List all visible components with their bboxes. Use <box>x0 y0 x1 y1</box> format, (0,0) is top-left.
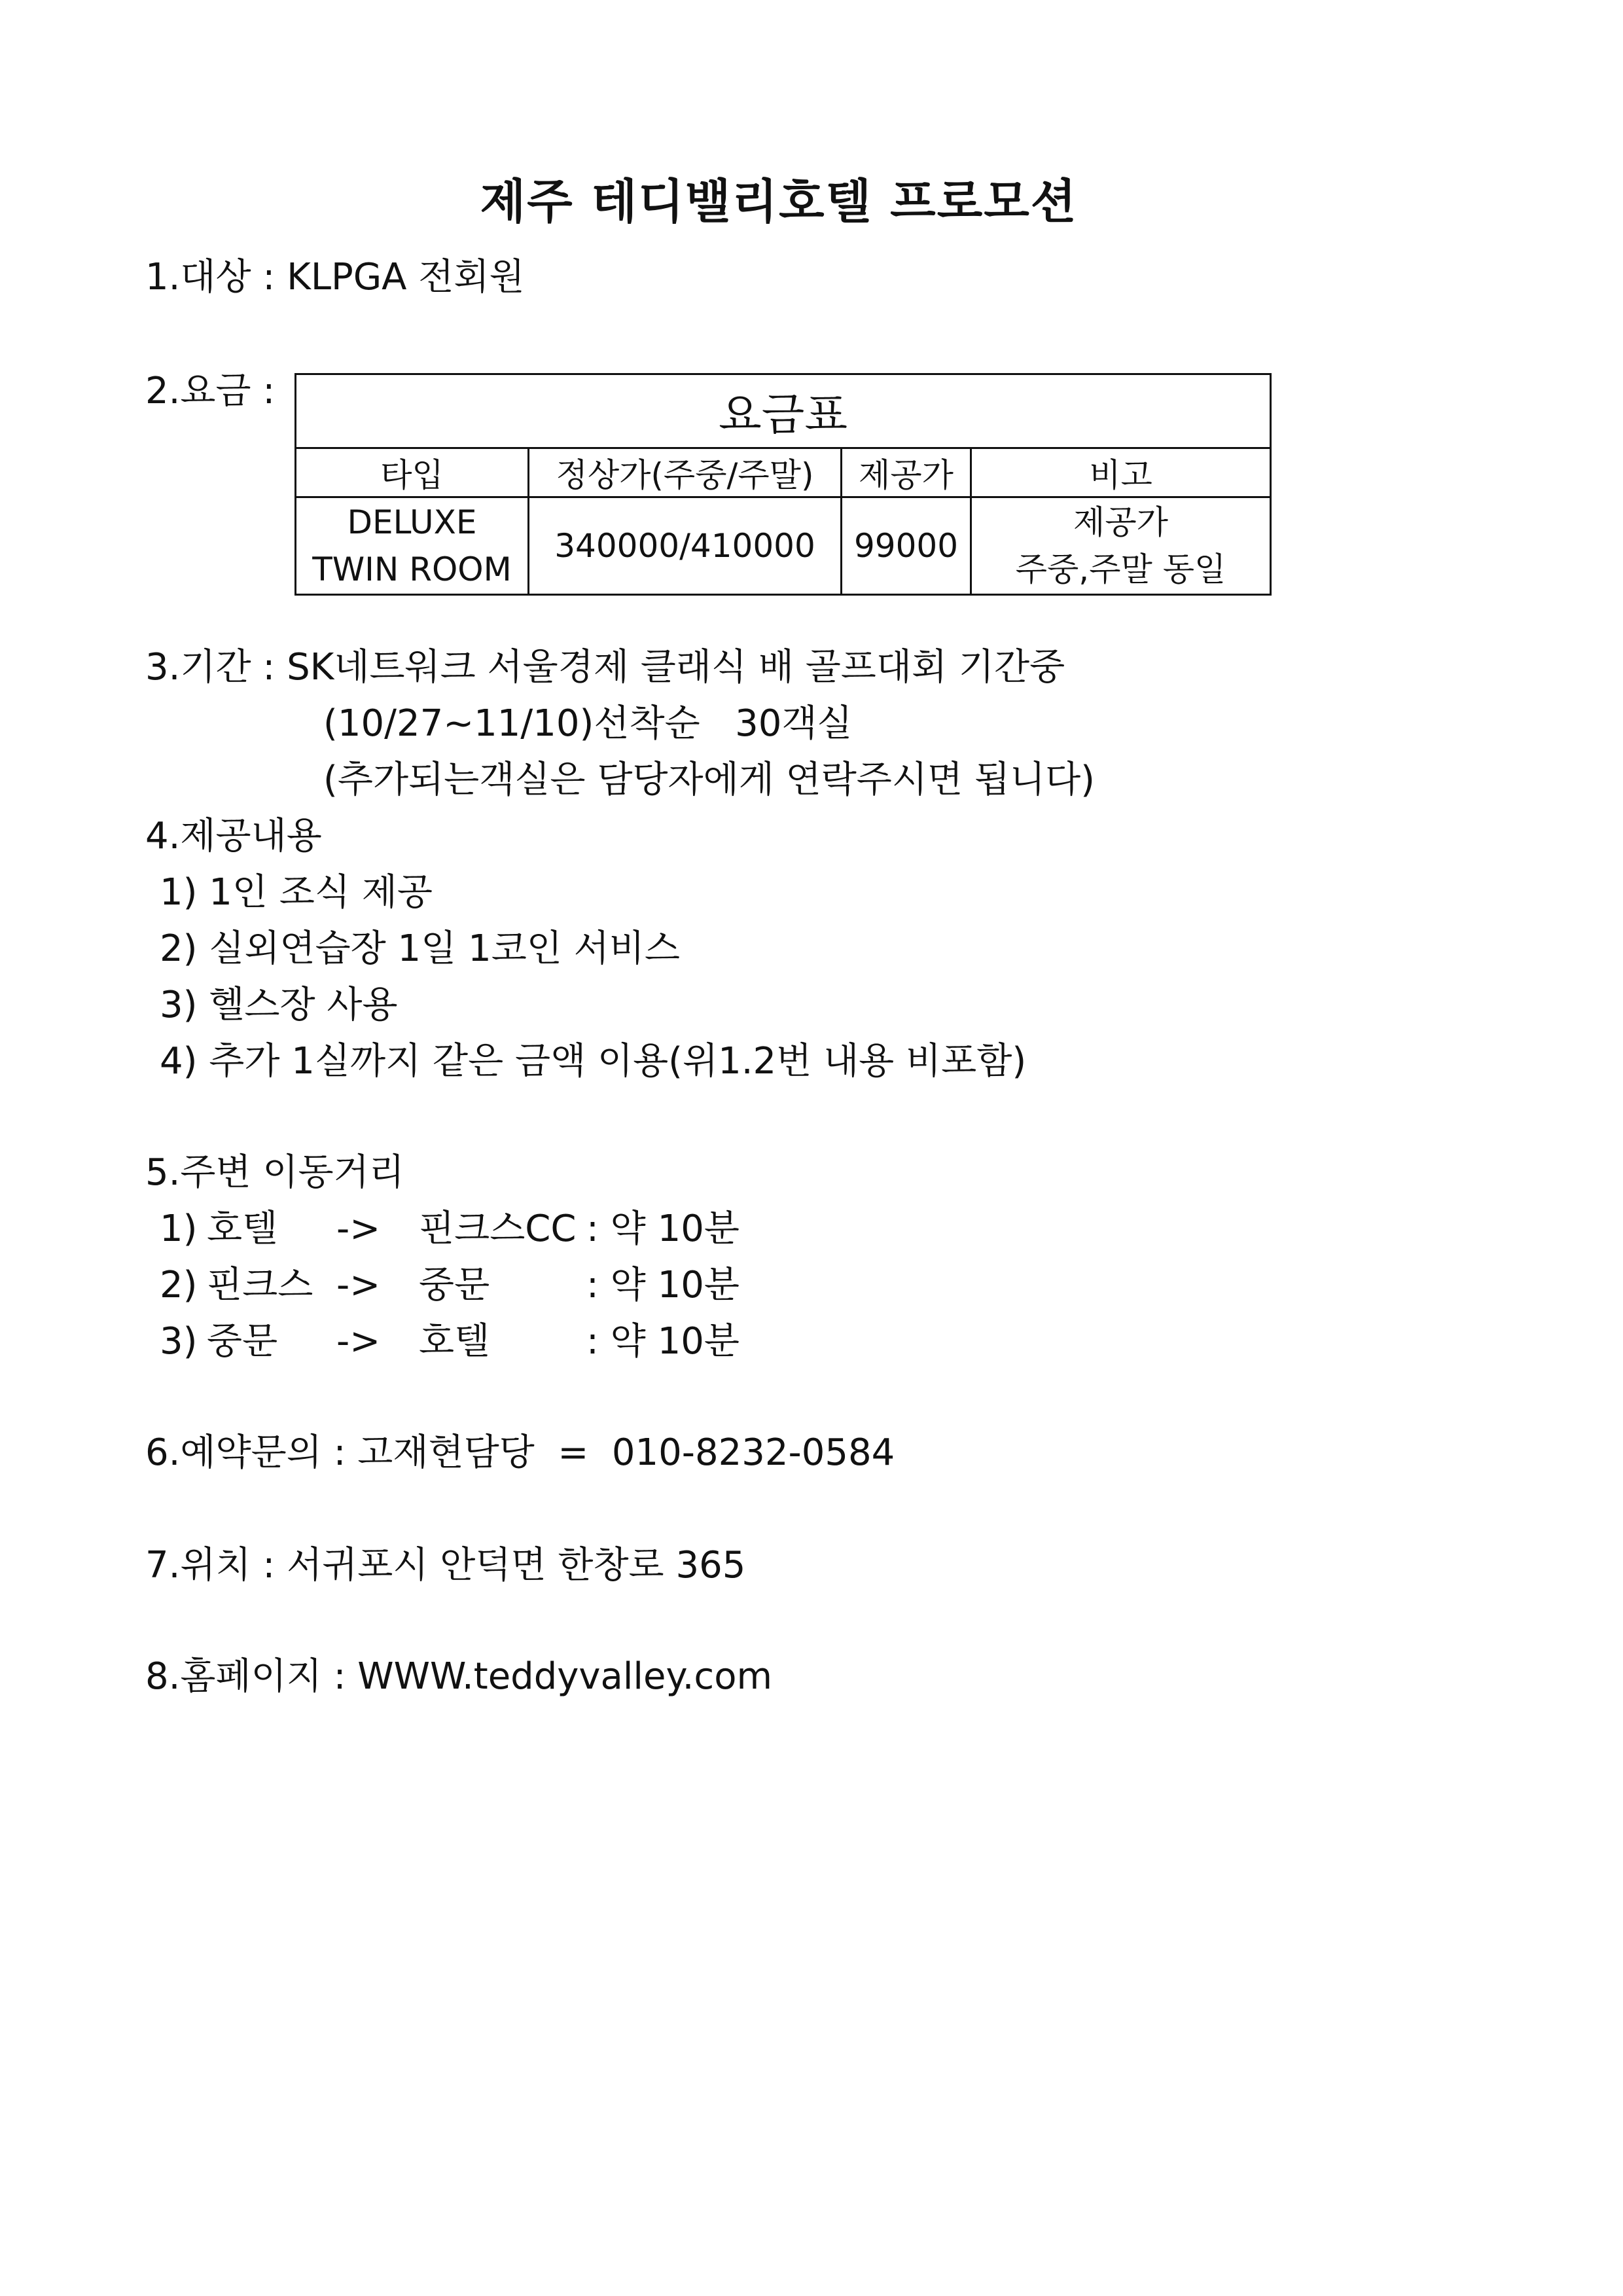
route-3-num: 3) <box>160 1320 198 1363</box>
header-regular-price: 정상가(주중/주말) <box>529 448 842 497</box>
benefit-item-3: 3) 헬스장 사용 <box>160 984 398 1026</box>
rate-table-caption: 요금표 <box>296 374 1271 448</box>
room-type-line2: TWIN ROOM <box>312 550 512 588</box>
route-2-arrow: -> <box>336 1264 381 1306</box>
header-note: 비고 <box>971 448 1271 497</box>
route-1-time: : 약 10분 <box>586 1208 740 1250</box>
benefit-item-2: 2) 실외연습장 1일 1코인 서비스 <box>160 927 680 970</box>
route-2-time: : 약 10분 <box>586 1264 740 1306</box>
route-1-arrow: -> <box>336 1208 381 1250</box>
benefits-heading: 4.제공내용 <box>145 815 322 857</box>
location-line: 7.위치 : 서귀포시 안덕면 한창로 365 <box>145 1544 746 1587</box>
homepage-line: 8.홈페이지 : WWW.teddyvalley.com <box>145 1655 773 1698</box>
period-line2: (10/27~11/10)선착순 30객실 <box>323 702 853 745</box>
cell-offer-price: 99000 <box>842 497 971 595</box>
route-3-arrow: -> <box>336 1320 381 1363</box>
header-type: 타입 <box>296 448 529 497</box>
header-offer-price: 제공가 <box>842 448 971 497</box>
target-line: 1.대상 : KLPGA 전회원 <box>145 256 525 298</box>
route-3-time: : 약 10분 <box>586 1320 740 1363</box>
cell-regular-price: 340000/410000 <box>529 497 842 595</box>
route-1-num: 1) <box>160 1208 198 1250</box>
route-1-from: 호텔 <box>207 1208 278 1250</box>
document-title: 제주 테디밸리호텔 프로모션 <box>480 174 1078 229</box>
room-type-line1: DELUXE <box>347 503 477 541</box>
fee-label: 2.요금 : <box>145 370 276 412</box>
route-3-to: 호텔 <box>419 1320 490 1363</box>
benefit-item-4: 4) 추가 1실까지 같은 금액 이용(위1.2번 내용 비포함) <box>160 1040 1027 1083</box>
period-line1: 3.기간 : SK네트워크 서울경제 클래식 배 골프대회 기간중 <box>145 646 1065 689</box>
route-2-from: 핀크스 <box>207 1264 313 1306</box>
distance-heading: 5.주변 이동거리 <box>145 1151 404 1194</box>
cell-note <box>971 497 1271 595</box>
note-line2: 주중,주말 동일 <box>1015 550 1226 588</box>
route-1-to: 핀크스CC <box>419 1208 577 1250</box>
route-2-num: 2) <box>160 1264 198 1306</box>
period-line3: (추가되는객실은 담당자에게 연락주시면 됩니다) <box>323 759 1096 801</box>
rate-table <box>294 373 1272 596</box>
route-2-to: 중문 <box>419 1264 490 1306</box>
note-line1: 제공가 <box>1073 503 1168 541</box>
route-3-from: 중문 <box>207 1320 278 1363</box>
benefit-item-1: 1) 1인 조식 제공 <box>160 871 433 914</box>
cell-room-type <box>296 497 529 595</box>
reservation-line: 6.예약문의 : 고재현담당 = 010-8232-0584 <box>145 1431 895 1474</box>
